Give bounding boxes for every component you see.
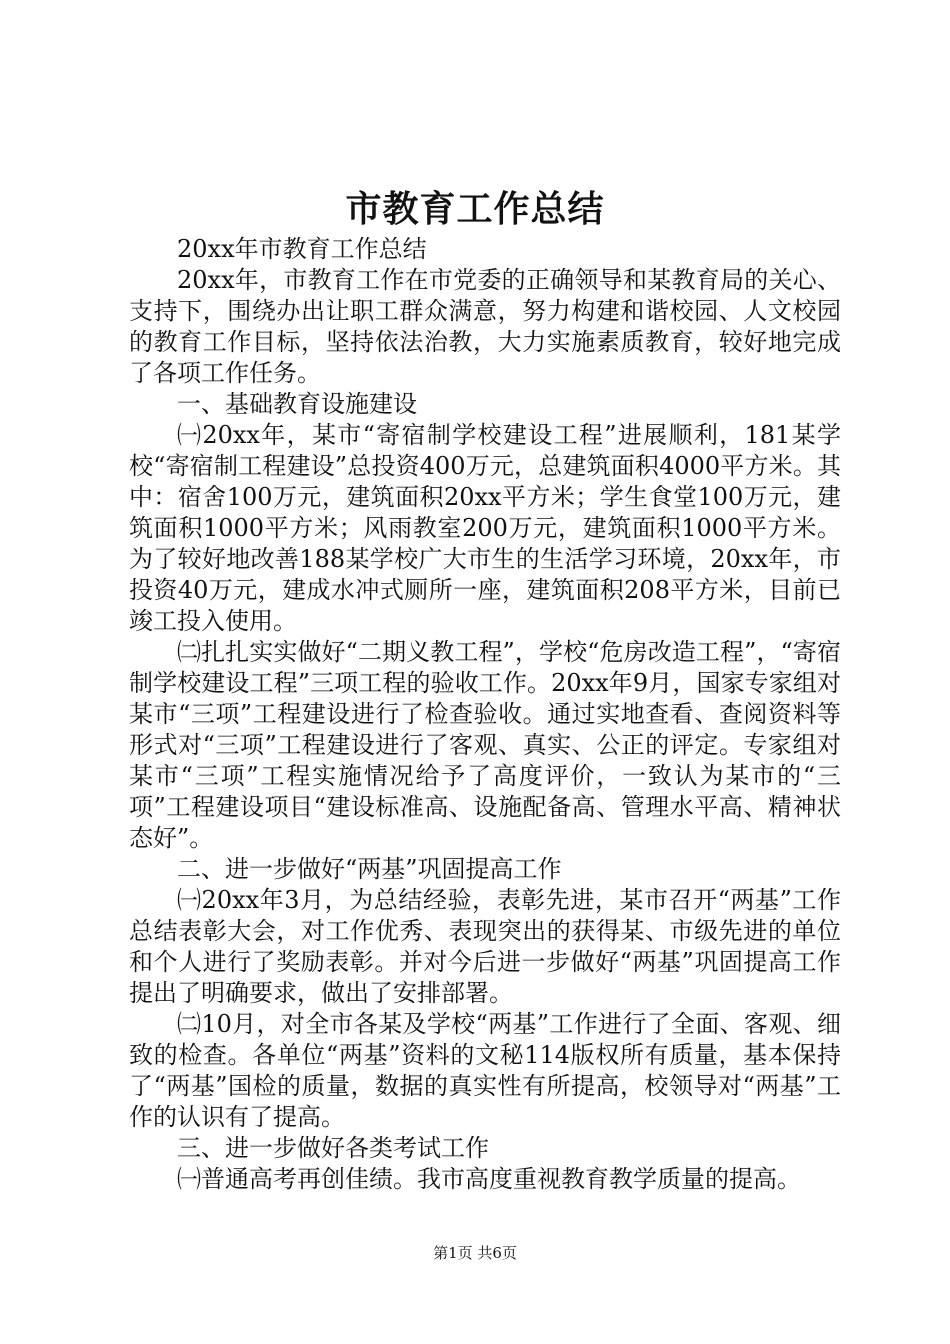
paragraph-2-2: ㈡10月，对全市各某及学校“两基”工作进行了全面、客观、细致的检查。各单位“两基”资料的文秘114版权所有质量，基本保持了“两基”国检的质量，数据的真实性有所提高，校领导对“两基”工作的认识有了提高。	[129, 1010, 841, 1131]
paragraph-3-1: ㈠普通高考再创佳绩。我市高度重视教育教学质量的提高。	[177, 1165, 801, 1193]
document-body	[129, 234, 841, 1195]
paragraph-subtitle: 20xx年市教育工作总结	[177, 235, 427, 263]
document-title: 市教育工作总结	[345, 188, 605, 230]
page-number-footer: 第1页 共6页	[433, 1244, 517, 1262]
paragraph-2-1: ㈠20xx年3月，为总结经验，表彰先进，某市召开“两基”工作总结表彰大会，对工作优秀、表现突出的获得某、市级先进的单位和个人进行了奖励表彰。并对今后进一步做好“两基”巩固提高工作提出了明确要求，做出了安排部署。	[129, 886, 841, 1007]
paragraph-1-2: ㈡扎扎实实做好“二期义教工程”，学校“危房改造工程”，“寄宿制学校建设工程”三项工程的验收工作。20xx年9月，国家专家组对某市“三项”工程建设进行了检查验收。通过实地查看、查阅资料等形式对“三项”工程建设进行了客观、真实、公正的评定。专家组对某市“三项”工程实施情况给予了高度评价，一致认为某市的“三项”工程建设项目“建设标准高、设施配备高、管理水平高、精神状态好”。	[129, 638, 841, 852]
paragraph-intro: 20xx年，市教育工作在市党委的正确领导和某教育局的关心、支持下，围绕办出让职工群众满意，努力构建和谐校园、人文校园的教育工作目标，坚持依法治教，大力实施素质教育，较好地完成了各项工作任务。	[129, 266, 841, 387]
section-heading-2: 二、进一步做好“两基”巩固提高工作	[177, 855, 562, 883]
section-heading-1: 一、基础教育设施建设	[177, 390, 417, 418]
section-heading-3: 三、进一步做好各类考试工作	[177, 1134, 489, 1162]
paragraph-1-1: ㈠20xx年，某市“寄宿制学校建设工程”进展顺利，181某学校“寄宿制工程建设”总投资400万元，总建筑面积4000平方米。其中：宿舍100万元，建筑面积20xx平方米；学生食堂100万元，建筑面积1000平方米；风雨教室200万元，建筑面积1000平方米。为了较好地改善188某学校广大市生的生活学习环境，20xx年，市投资40万元，建成水冲式厕所一座，建筑面积208平方米，目前已竣工投入使用。	[129, 421, 841, 635]
